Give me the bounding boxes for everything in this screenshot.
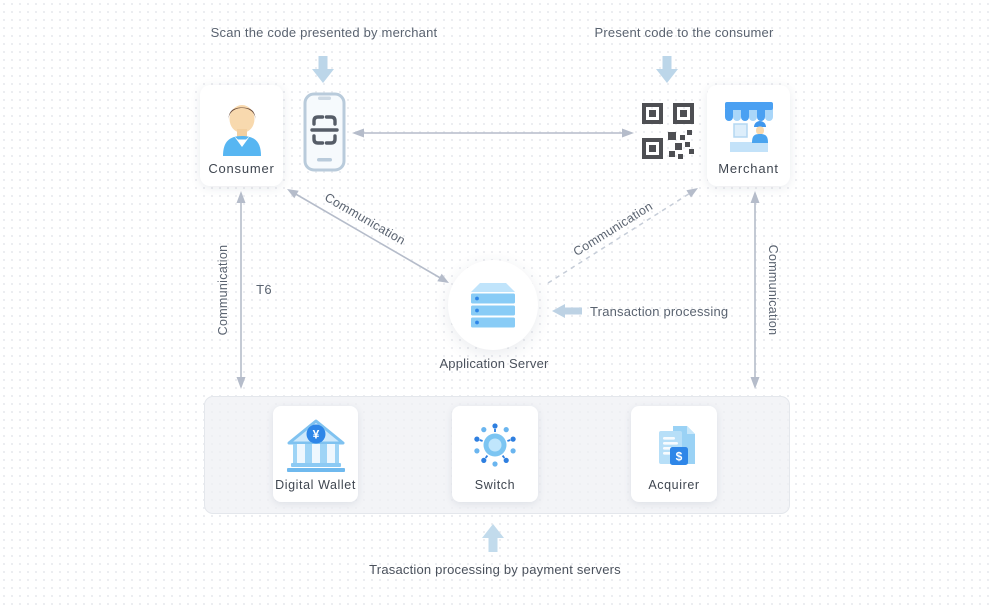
consumer-wallet-arrow [235,191,247,389]
merchant-server-arrow [542,184,704,288]
qr-code-icon [642,103,694,159]
left-block-arrow-icon [551,303,583,319]
consumer-label: Consumer [208,161,275,176]
down-arrow-icon [655,56,679,84]
acquirer-node [631,406,717,502]
down-arrow-icon [311,56,335,84]
consumer-node [200,85,283,186]
application-server-node [448,260,538,350]
hub-icon [470,412,520,478]
payment-servers-annotation: Trasaction processing by payment servers [369,562,621,577]
storefront-icon [723,93,775,161]
invoice-icon [651,412,697,478]
consumer-wallet-edge-label: Communication [216,244,230,336]
digital-wallet-label: Digital Wallet [275,478,356,492]
server-icon [467,280,519,330]
up-arrow-icon [481,523,505,553]
phone-scan-icon [303,92,346,172]
scan-exchange-arrow [352,127,634,139]
edge-tag-t6: T6 [256,282,272,297]
switch-label: Switch [474,478,516,492]
merchant-acquirer-edge-label: Communication [766,244,780,336]
scan-code-annotation: Scan the code presented by merchant [210,25,438,40]
transaction-processing-annotation: Transaction processing [590,304,729,319]
consumer-server-arrow [282,183,454,289]
digital-wallet-node [273,406,358,502]
switch-node [452,406,538,502]
dollar-symbol: $ [675,449,683,464]
person-icon [215,93,269,161]
bank-icon [285,412,347,478]
merchant-server-edge-label: Communication [570,199,656,259]
merchant-acquirer-arrow [749,191,761,389]
consumer-server-edge-label: Communication [322,190,408,248]
present-code-annotation: Present code to the consumer [594,25,774,40]
merchant-label: Merchant [718,161,779,176]
acquirer-label: Acquirer [648,478,700,492]
yen-symbol: ¥ [312,427,319,442]
merchant-node [707,85,790,186]
application-server-label: Application Server [439,356,549,371]
